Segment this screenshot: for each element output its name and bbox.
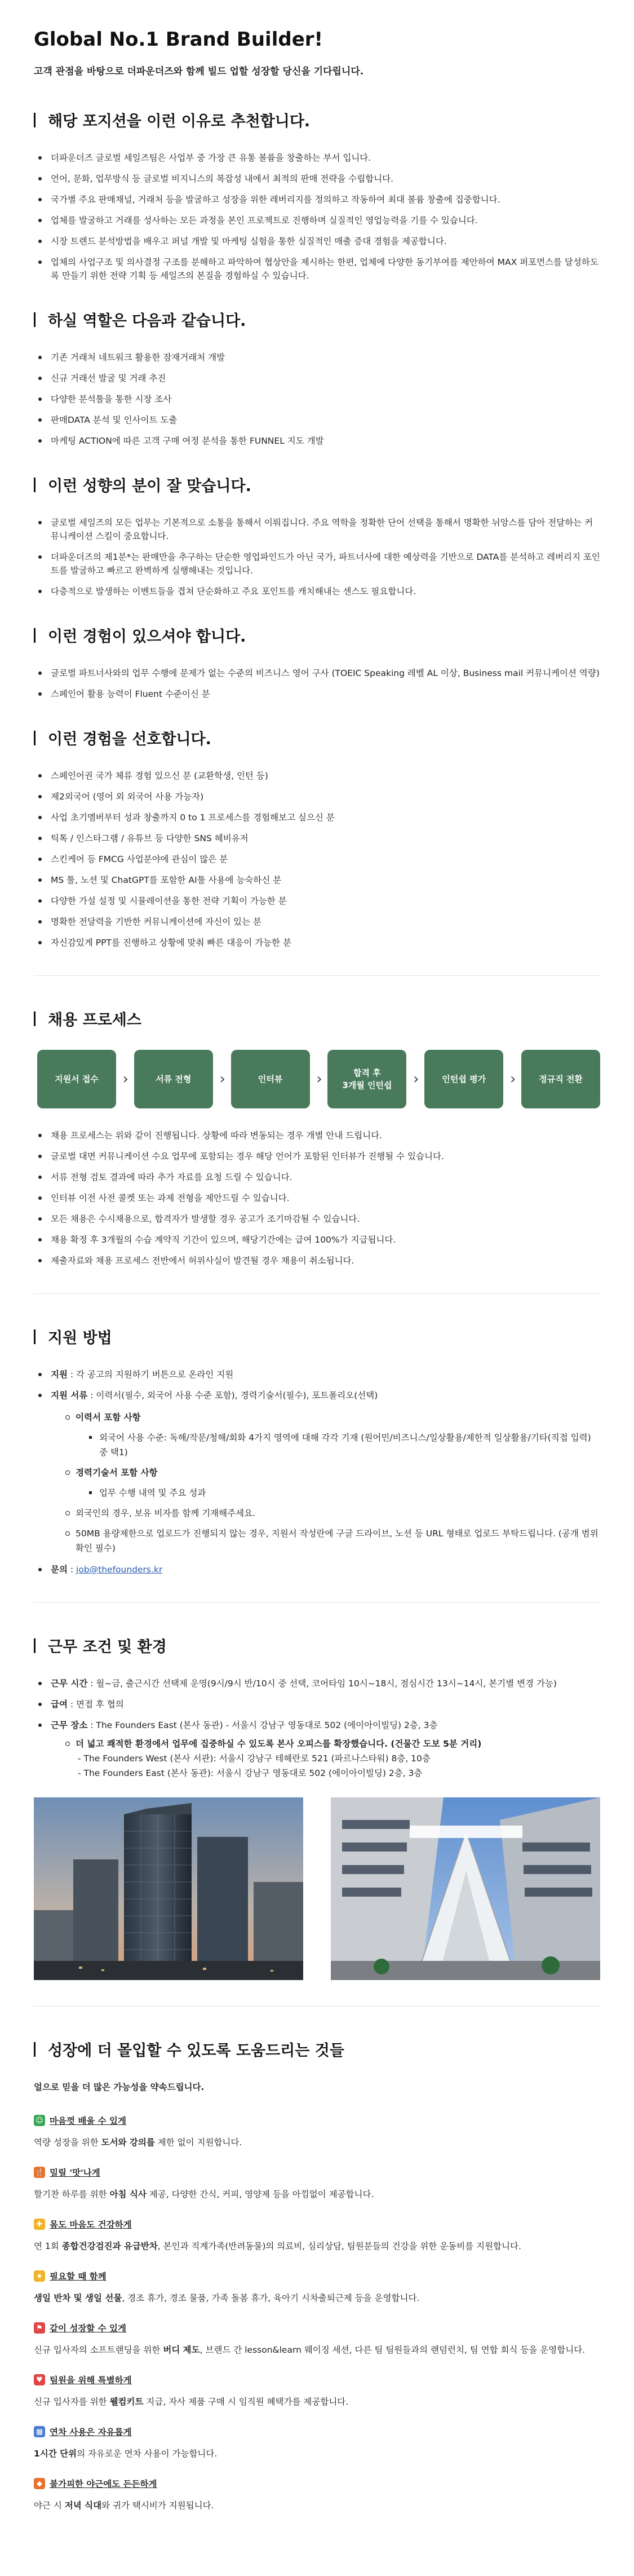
sub-sub-item: 외국어 사용 수준: 독해/작문/청해/회화 4가지 영역에 대해 각각 기재 (원어민/비즈니스/일상활용/제한적 일상활용/기타(직접 입력) 중 택1) — [89, 1430, 600, 1460]
roles-list — [34, 351, 600, 448]
list-item: 국가별 주요 판매채널, 거래처 등을 발굴하고 성장을 위한 레버리지를 정의하고 작동하여 최대 볼륨 창출에 집중합니다. — [34, 193, 600, 206]
section-title — [34, 1008, 600, 1029]
list-item: 다층적으로 발생하는 이벤트들을 겹쳐 단순화하고 주요 포인트를 캐치해내는 센스도 필요합니다. — [34, 585, 600, 598]
process-step: 정규직 전환 — [521, 1050, 600, 1108]
benefit-head: 불가피한 야근에도 든든하게 — [50, 2479, 157, 2489]
benefit-body: 할기찬 하루를 위한 아침 식사 제공, 다양한 간식, 커피, 영양제 등을 아낌없이 제공합니다. — [34, 2189, 374, 2199]
reasons-list — [34, 151, 600, 282]
list-item — [34, 1718, 600, 1780]
food-icon: 🍴 — [34, 2167, 45, 2178]
work-label: 급여 — [51, 1699, 68, 1709]
benefit-head: 마음껏 배울 수 있게 — [50, 2116, 126, 2126]
section-title — [34, 1634, 600, 1656]
process-step: 서류 전형 — [134, 1050, 213, 1108]
apply-label: 지원 서류 — [51, 1390, 88, 1400]
work-list — [34, 1677, 600, 1780]
section-experience — [34, 624, 600, 701]
calendar-icon: ▦ — [34, 2426, 45, 2437]
benefit-item — [34, 2218, 600, 2253]
section-process — [34, 1008, 600, 1267]
section-bar — [34, 113, 36, 127]
list-item: 서류 전형 검토 결과에 따라 추가 자료를 요청 드릴 수 있습니다. — [34, 1170, 600, 1184]
section-title — [34, 727, 600, 749]
divider — [34, 1602, 600, 1603]
list-item: 기존 거래처 네트워크 활용한 잠재거래처 개발 — [34, 351, 600, 364]
benefit-item — [34, 2425, 600, 2460]
benefit-body: 역량 성장을 위한 도서와 강의를 제한 없이 지원합니다. — [34, 2137, 242, 2148]
list-item: 글로벌 대면 커뮤니케이션 수요 업무에 포함되는 경우 해당 언어가 포함된 인터뷰가 진행될 수 있습니다. — [34, 1150, 600, 1163]
process-step: 인터뷰 — [231, 1050, 310, 1108]
divider — [34, 975, 600, 976]
list-item: 스페인어권 국가 체류 경험 있으신 분 (교환학생, 인턴 등) — [34, 769, 600, 783]
sub-item: 외국인의 경우, 보유 비자를 함께 기재해주세요. — [65, 1506, 600, 1521]
benefit-body: 연 1회 종합건강검진과 유급반차, 본인과 직계가족(반려동물)의 의료비, 심리상담, 팀원분들의 건강을 위한 운동비를 지원합니다. — [34, 2241, 521, 2251]
sub-sub-list — [76, 1486, 600, 1500]
list-item: 명확한 전달력을 기반한 커뮤니케이션에 자신이 있는 분 — [34, 915, 600, 929]
mind-icon: ☺ — [34, 2115, 45, 2126]
list-item — [34, 1368, 600, 1381]
benefit-item — [34, 2166, 600, 2201]
benefit-item — [34, 2374, 600, 2409]
section-benefits — [34, 2038, 600, 2512]
section-roles — [34, 308, 600, 448]
office-photos — [34, 1797, 600, 1980]
list-item — [34, 1698, 600, 1711]
experience-list — [34, 666, 600, 701]
section-title-text: 채용 프로세스 — [48, 1011, 141, 1029]
hero-title: Global No.1 Brand Builder! — [34, 28, 323, 51]
sub-sub-list — [76, 1430, 600, 1460]
list-item: 스킨케어 등 FMCG 사업분야에 관심이 많은 분 — [34, 852, 600, 866]
list-item: 마케팅 ACTION에 따른 고객 구매 여정 분석을 통한 FUNNEL 지도 개발 — [34, 434, 600, 448]
benefit-head: 몸도 마음도 건강하게 — [50, 2220, 132, 2230]
hero-subtitle: 고객 관점을 바탕으로 더파운더즈와 함께 빌드 업할 성장할 당신을 기다립니다. — [34, 66, 364, 77]
contact-email-link[interactable]: job@thefounders.kr — [76, 1565, 163, 1575]
section-title-text: 성장에 더 몰입할 수 있도록 도움드리는 것들 — [48, 2042, 344, 2060]
list-item: 글로벌 파트너사와의 업무 수행에 문제가 없는 수준의 비즈니스 영어 구사 (TOEIC Speaking 레벨 AL 이상, Business mail 커뮤니케이션 역량) — [34, 666, 600, 680]
sub-title: 경력기술서 포함 사항 — [76, 1468, 158, 1478]
list-item: 모든 채용은 수시채용으로, 합격자가 발생할 경우 공고가 조기마감될 수 있습니다. — [34, 1212, 600, 1226]
list-item: 스페인어 활용 능력이 Fluent 수준이신 분 — [34, 687, 600, 701]
process-step: 지원서 접수 — [37, 1050, 116, 1108]
health-icon: ✚ — [34, 2219, 45, 2230]
sub-title: 이력서 포함 사항 — [76, 1412, 141, 1422]
section-title — [34, 624, 600, 646]
section-bar — [34, 1011, 36, 1026]
list-item: 제2외국어 (영어 외 외국어 사용 가능자) — [34, 790, 600, 803]
benefit-head: 밀릴 '맛'나게 — [50, 2168, 100, 2178]
section-title-text: 이런 경험이 있으셔야 합니다. — [48, 628, 246, 646]
together-icon: ★ — [34, 2270, 45, 2282]
work-sub-line: - The Founders East (본사 동관): 서울시 강남구 영동대로 502 (에이아이빌딩) 2층, 3층 — [78, 1768, 423, 1778]
chevron-right-icon: › — [316, 1071, 322, 1088]
work-text: : 면접 후 협의 — [67, 1699, 124, 1709]
list-item: 신규 거래선 발굴 및 거래 추진 — [34, 372, 600, 385]
list-item: 틱톡 / 인스타그램 / 유튜브 등 다양한 SNS 헤비유저 — [34, 832, 600, 845]
benefit-item — [34, 2322, 600, 2357]
list-item — [34, 1389, 600, 1556]
apply-text: : 각 공고의 지원하기 버튼으로 온라인 지원 — [67, 1369, 234, 1380]
benefit-body: 신규 입사자의 소프트랜딩을 위한 버디 제도, 브랜드 간 lesson&learn 웨이징 세션, 다른 팀 팀원들과의 랜덤런치, 팀 연합 회식 등을 운영합니다. — [34, 2345, 586, 2355]
fit-list — [34, 516, 600, 598]
work-sub — [51, 1737, 600, 1780]
sub-item: 50MB 용량제한으로 업로드가 진행되지 않는 경우, 지원서 작성란에 구글 드라이브, 노션 등 URL 형태로 업로드 부탁드립니다. (공개 범위 확인 필수) — [65, 1526, 600, 1556]
flag-icon: ⚑ — [34, 2322, 45, 2334]
section-bar — [34, 478, 36, 492]
benefits-lead: 얼으로 믿을 더 많은 가능성을 약속드립니다. — [34, 2082, 205, 2092]
chevron-right-icon: › — [413, 1071, 419, 1088]
list-item: 채용 확정 후 3개월의 수습 계약직 기간이 있으며, 해당기간에는 급여 100%가 지급됩니다. — [34, 1233, 600, 1247]
list-item: 다양한 가설 설정 및 시뮬레이션을 통한 전략 기획이 가능한 분 — [34, 894, 600, 908]
work-sub-line: - The Founders West (본사 서관): 서울시 강남구 테헤란로 521 (파르나스타워) 8층, 10층 — [78, 1753, 431, 1764]
section-bar — [34, 312, 36, 327]
benefit-body: 1시간 단위의 자유로운 연차 사용이 가능합니다. — [34, 2449, 218, 2459]
list-item: 자신감있게 PPT를 진행하고 상황에 맞춰 빠른 대응이 가능한 분 — [34, 936, 600, 949]
list-item: 시장 트렌드 분석방법을 배우고 퍼널 개발 및 마케팅 실험을 통한 실질적인 매출 증대 경험을 제공합니다. — [34, 235, 600, 248]
section-title-text: 근무 조건 및 환경 — [48, 1638, 167, 1656]
gift-icon: ♥ — [34, 2374, 45, 2385]
list-item: 더파운더즈 글로벌 세일즈팀은 사업부 중 가장 큰 유통 볼륨을 창출하는 부서 입니다. — [34, 151, 600, 165]
chevron-right-icon: › — [509, 1071, 516, 1088]
contact-sep: : — [67, 1565, 77, 1575]
work-label: 근무 시간 — [51, 1678, 88, 1689]
section-title — [34, 308, 600, 330]
process-notes — [34, 1129, 600, 1267]
section-title-text: 이런 경험을 선호합니다. — [48, 731, 211, 748]
office-photo-entrance — [331, 1797, 600, 1980]
list-item: 글로벌 세일즈의 모든 업무는 기본적으로 소통을 통해서 이뤄집니다. 주요 역학을 정확한 단어 선택을 통해서 명확한 뉘앙스를 담아 전달하는 커뮤니케이션 스킬이 중요합니다. — [34, 516, 600, 543]
section-bar — [34, 731, 36, 745]
section-apply — [34, 1325, 600, 1576]
apply-sub-list — [51, 1410, 600, 1556]
benefit-body: 신규 입사자를 위한 웰컴키트 지급, 자사 제품 구매 시 임직원 혜택가를 제공합니다. — [34, 2397, 349, 2407]
list-item — [34, 1677, 600, 1690]
section-reasons — [34, 109, 600, 282]
work-text: : The Founders East (본사 동관) - 서울시 강남구 영동대로 502 (에이아이빌딩) 2층, 3층 — [87, 1720, 438, 1730]
benefit-head: 필요할 때 함께 — [50, 2272, 107, 2282]
benefit-item — [34, 2477, 600, 2512]
benefit-body: 야근 시 저녁 식대와 귀가 택시비가 지원됩니다. — [34, 2500, 214, 2511]
chevron-right-icon: › — [219, 1071, 225, 1088]
list-item: 업체의 사업구조 및 의사결정 구조를 분해하고 파악하여 협상안을 제시하는 한편, 업체에 다양한 동기부여를 제안하여 MAX 퍼포먼스를 달성하도록 만들기 위한 전략 기획 등 세일즈의 본질을 경험하실 수 있습니다. — [34, 255, 600, 282]
list-item: MS 툴, 노션 및 ChatGPT를 포함한 AI툴 사용에 능숙하신 분 — [34, 873, 600, 887]
benefit-item — [34, 2270, 600, 2305]
benefit-head: 팀원을 위해 특별하게 — [50, 2375, 132, 2385]
work-sub-bold: 더 넓고 쾌적한 환경에서 업무에 집중하실 수 있도록 본사 오피스를 확장했습니다. (건물간 도보 5분 거리) — [65, 1737, 600, 1751]
taxi-icon: ◆ — [34, 2478, 45, 2489]
section-bar — [34, 1329, 36, 1344]
contact-label: 문의 — [51, 1565, 68, 1575]
process-steps — [37, 1050, 600, 1108]
list-item: 사업 초기멤버부터 성과 창출까지 0 to 1 프로세스를 경험해보고 싶으신 분 — [34, 811, 600, 824]
section-title — [34, 109, 600, 131]
list-item: 다양한 분석툴을 통한 시장 조사 — [34, 392, 600, 406]
divider — [34, 2006, 600, 2007]
sub-sub-item: 업무 수행 내역 및 주요 성과 — [89, 1486, 600, 1500]
section-title-text: 하실 역할은 다음과 같습니다. — [48, 312, 246, 330]
process-step: 인턴쉽 평가 — [424, 1050, 503, 1108]
section-work — [34, 1634, 600, 1980]
section-title — [34, 2038, 600, 2060]
section-preferred — [34, 727, 600, 949]
list-item: 채용 프로세스는 위와 같이 진행됩니다. 상황에 따라 변동되는 경우 개별 안내 드립니다. — [34, 1129, 600, 1142]
chevron-right-icon: › — [122, 1071, 129, 1088]
section-title-text: 지원 방법 — [48, 1329, 112, 1347]
sub-item — [65, 1410, 600, 1460]
benefit-head: 같이 성장할 수 있게 — [50, 2323, 126, 2334]
section-bar — [34, 628, 36, 643]
list-item: 업체를 발굴하고 거래를 성사하는 모든 과정을 본인 프로젝트로 진행하며 실질적인 영업능력을 기를 수 있습니다. — [34, 214, 600, 227]
list-item — [34, 1563, 600, 1576]
list-item: 인터뷰 이전 사전 콜켓 또는 과제 전형을 제안드릴 수 있습니다. — [34, 1191, 600, 1205]
benefit-item — [34, 2114, 600, 2149]
benefit-body: 생일 반차 및 생일 선물, 경조 휴가, 경조 물품, 가족 돌봄 휴가, 육아기 시차출퇴근제 등을 운영합니다. — [34, 2293, 420, 2303]
apply-list — [34, 1368, 600, 1576]
list-item: 제출자료와 채용 프로세스 전반에서 허위사실이 발견될 경우 채용이 취소됩니다. — [34, 1254, 600, 1267]
section-bar — [34, 2042, 36, 2057]
preferred-list — [34, 769, 600, 949]
section-title-text: 이런 성향의 분이 잘 맞습니다. — [48, 478, 251, 495]
section-fit — [34, 474, 600, 598]
sub-item — [65, 1465, 600, 1500]
process-step: 합격 후 3개월 인턴쉽 — [327, 1050, 406, 1108]
list-item: 더파운더즈의 제1분*는 판매만을 추구하는 단순한 영업파인드가 아닌 국가, 파트너사에 대한 예상력을 기반으로 DATA를 분석하고 레버리지 포인트를 발굴하고 빠르고 완벽하게 실행해내는 것입니다. — [34, 550, 600, 577]
section-bar — [34, 1638, 36, 1653]
divider — [34, 1293, 600, 1294]
office-photo-tower — [34, 1797, 303, 1980]
work-label: 근무 장소 — [51, 1720, 88, 1730]
section-title — [34, 474, 600, 496]
work-text: : 월~금, 출근시간 선택제 운영(9시/9시 반/10시 중 선택, 코어타임 10시~18시, 점심시간 13시~14시, 본기별 변경 가능) — [87, 1678, 557, 1689]
apply-text: : 이력서(필수, 외국어 사용 수준 포함), 경력기술서(필수), 포트폴리오(선택) — [87, 1390, 378, 1400]
apply-label: 지원 — [51, 1369, 68, 1380]
section-title-text: 해당 포지션을 이런 이유로 추천합니다. — [48, 113, 311, 130]
section-title — [34, 1325, 600, 1347]
list-item: 판매DATA 분석 및 인사이트 도출 — [34, 413, 600, 427]
benefit-head: 연차 사용은 자유롭게 — [50, 2427, 132, 2437]
list-item: 언어, 문화, 업무방식 등 글로벌 비지니스의 복잡성 내에서 최적의 판매 전략을 수립합니다. — [34, 172, 600, 185]
